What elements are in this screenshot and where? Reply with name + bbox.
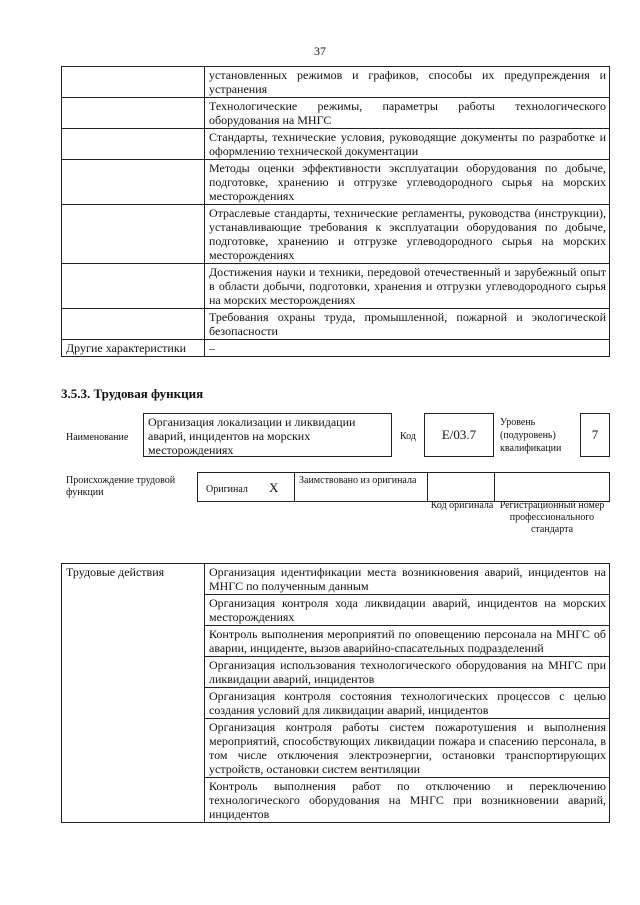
qualification-level: 7 (580, 413, 610, 457)
table-cell-empty (62, 160, 205, 205)
original-mark: X (269, 480, 279, 495)
table-row (62, 67, 610, 98)
table-cell: установленных режимов и графиков, способы их предупреждения и устранения (205, 67, 610, 98)
table-cell-empty (62, 98, 205, 129)
origin-label: Происхождение трудовой функции (66, 475, 176, 498)
table-cell: Достижения науки и техники, передовой отечественный и зарубежный опыт в области добычи, подготовки, хранения и отгрузки углеводородного сырья на морских месторождениях (205, 264, 610, 309)
requirements-table (61, 66, 610, 357)
table-cell-empty (62, 129, 205, 160)
name-label: Наименование (66, 432, 129, 443)
table-cell: Требования охраны труда, промышленной, пожарной и экологической безопасности (205, 309, 610, 340)
other-characteristics-label: Другие характеристики (62, 340, 205, 357)
table-cell: Методы оценки эффективности эксплуатации оборудования по добыче, подготовке, хранению и отгрузке углеводородного сырья на морских месторождениях (205, 160, 610, 205)
table-cell: Организация использования технологического оборудования на МНГС при ликвидации аварий, инцидентов (205, 657, 610, 688)
section-heading: 3.5.3. Трудовая функция (61, 386, 204, 401)
table-cell: Отраслевые стандарты, технические регламенты, руководства (инструкции), устанавливающие требования к эксплуатации оборудования по добыче, подготовке, хранению и отгрузке углеводородного сырья на морских месторождениях (205, 205, 610, 264)
table-row (62, 160, 610, 205)
table-row (62, 340, 610, 357)
function-code: E/03.7 (424, 413, 494, 457)
table-row (62, 564, 610, 595)
table-cell: Организация контроля хода ликвидации аварий, инцидентов на морских месторождениях (205, 595, 610, 626)
borrowed-label: Заимствовано из оригинала (294, 472, 428, 502)
table-cell: Организация контроля состояния технологических процессов с целью создания условий для ликвидации аварий, инцидентов (205, 688, 610, 719)
table-cell: Контроль выполнения мероприятий по оповещению персонала на МНГС об аварии, инциденте, вызов аварийно-спасательных подразделений (205, 626, 610, 657)
table-row (62, 264, 610, 309)
table-row (62, 309, 610, 340)
level-label: Уровень (подуровень) квалификации (500, 417, 562, 454)
origin-code-caption: Код оригинала (430, 500, 494, 511)
original-label: Оригинал (206, 484, 248, 495)
table-cell: Организация контроля работы систем пожаротушения и выполнения мероприятий, способствующих ликвидации пожара и спасению персонала, в том числе отключения электроэнергии, остановки транспортирующих устройств, остановки систем вентиляции (205, 719, 610, 778)
original-cell (197, 472, 295, 502)
table-cell-empty (62, 67, 205, 98)
table-cell-empty (62, 205, 205, 264)
table-row (62, 98, 610, 129)
table-cell: Технологические режимы, параметры работы технологического оборудования на МНГС (205, 98, 610, 129)
origin-code-cell (427, 472, 495, 502)
table-cell: Контроль выполнения работ по отключению и переключению технологического оборудования на МНГС при возникновении аварий, инцидентов (205, 778, 610, 823)
table-cell: Стандарты, технические условия, руководящие документы по разработке и оформлению технической документации (205, 129, 610, 160)
table-cell-empty (62, 309, 205, 340)
labor-actions-label: Трудовые действия (62, 564, 205, 823)
page-number: 37 (314, 44, 326, 58)
labor-actions-table (61, 563, 610, 823)
origin-row (197, 472, 610, 502)
table-cell: Организация идентификации места возникновения аварий, инцидентов на МНГС по полученным данным (205, 564, 610, 595)
code-label: Код (400, 431, 416, 442)
function-name: Организация локализации и ликвидации аварий, инцидентов на морских месторождениях (143, 413, 392, 457)
reg-number-caption: Регистрационный номер профессионального стандарта (499, 500, 605, 535)
table-row (62, 205, 610, 264)
reg-number-cell (494, 472, 610, 502)
table-row (62, 129, 610, 160)
other-characteristics-value: – (205, 340, 610, 357)
table-cell-empty (62, 264, 205, 309)
